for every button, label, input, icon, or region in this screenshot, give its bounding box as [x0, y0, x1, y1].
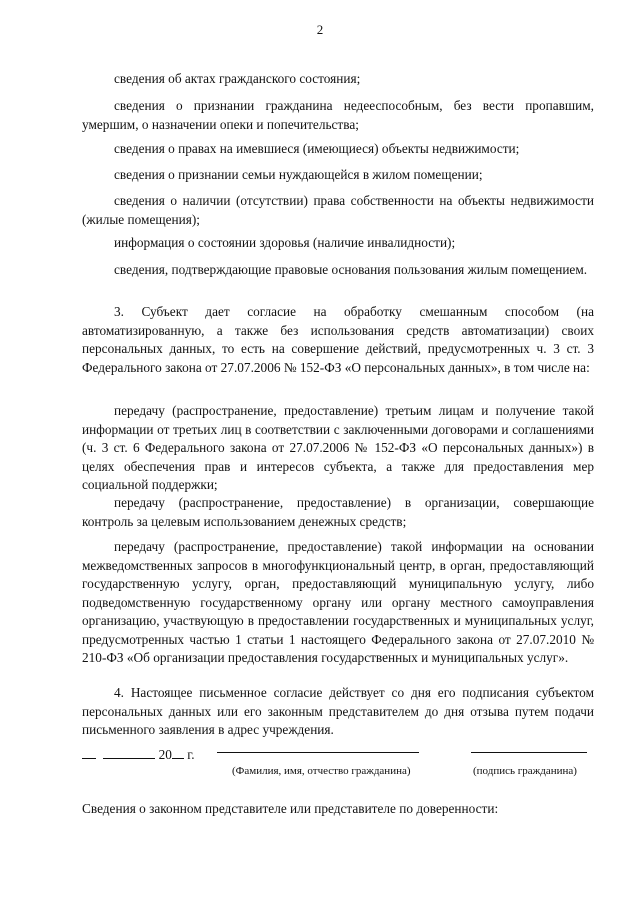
signature-date [82, 746, 195, 763]
name-line [217, 752, 419, 753]
signature-line [471, 752, 587, 753]
year-blank [172, 746, 184, 759]
year-prefix: 20 [158, 747, 172, 762]
signature-caption: (подпись гражданина) [473, 765, 577, 777]
paragraph-property-rights: сведения о правах на имевшиеся (имеющиеся) объекты недвижимости; [114, 141, 520, 156]
page-number: 2 [316, 22, 324, 37]
paragraph-legal-grounds: сведения, подтверждающие правовые основания пользования жилым помещением. [114, 262, 588, 277]
month-blank [103, 746, 155, 759]
paragraph-civil-status: сведения об актах гражданского состояния; [114, 71, 361, 86]
name-caption: (Фамилия, имя, отчество гражданина) [232, 765, 411, 777]
paragraph-health: информация о состоянии здоровья (наличие инвалидности); [114, 235, 456, 250]
paragraph-consent-4: 4. Настоящее письменное согласие действует со дня его подписания субъектом персональных данных или его законным представителем до дня отзыва путем подачи письменного заявления в адрес учреждения. [82, 685, 594, 737]
paragraph-consent-3: 3. Субъект дает согласие на обработку смешанным способом (на автоматизированную, а также без использования средств автоматизации) своих персональных данных, то есть на совершение действий, предусмотренных ч. 3 ст. 3 Федерального закона от 27.07.2006 № 152-ФЗ «О персональных данных», в том числе на: [82, 304, 594, 375]
day-blank [82, 746, 96, 759]
paragraph-incapacity: сведения о признании гражданина недееспособным, без вести пропавшим, умершим, о назначении опеки и попечительства; [82, 98, 594, 132]
paragraph-ownership: сведения о наличии (отсутствии) права собственности на объекты недвижимости (жилые помещения); [82, 193, 594, 227]
year-suffix: г. [187, 747, 195, 762]
paragraph-transfer-third-parties: передачу (распространение, предоставление) третьим лицам и получение такой информации от третьих лиц в соответствии с заключенными договорами и соглашениями (ч. 3 ст. 6 Федерального закона от 27.07.2006 № 152-ФЗ «О персональных данных») в целях обеспечения прав и интересов субъекта, а также для предоставления мер социальной поддержки; [82, 403, 594, 492]
paragraph-housing-need: сведения о признании семьи нуждающейся в жилом помещении; [114, 167, 483, 182]
paragraph-transfer-control: передачу (распространение, предоставление) в организации, совершающие контроль за целевым использованием денежных средств; [82, 495, 594, 529]
paragraph-transfer-interagency: передачу (распространение, предоставление) такой информации на основании межведомственных запросов в многофункциональный центр, в орган, предоставляющий государственную услугу, орган, предоставляющий муниципальную услугу, либо подведомственную государственному органу или органу местного самоуправления организацию, участвующую в предоставлении государственных и муниципальных услуг, предусмотренных частью 1 статьи 1 настоящего Федерального закона от 27.07.2010 № 210-ФЗ «Об организации предоставления государственных и муниципальных услуг». [82, 539, 594, 665]
representative-heading: Сведения о законном представителе или представителе по доверенности: [82, 801, 499, 816]
